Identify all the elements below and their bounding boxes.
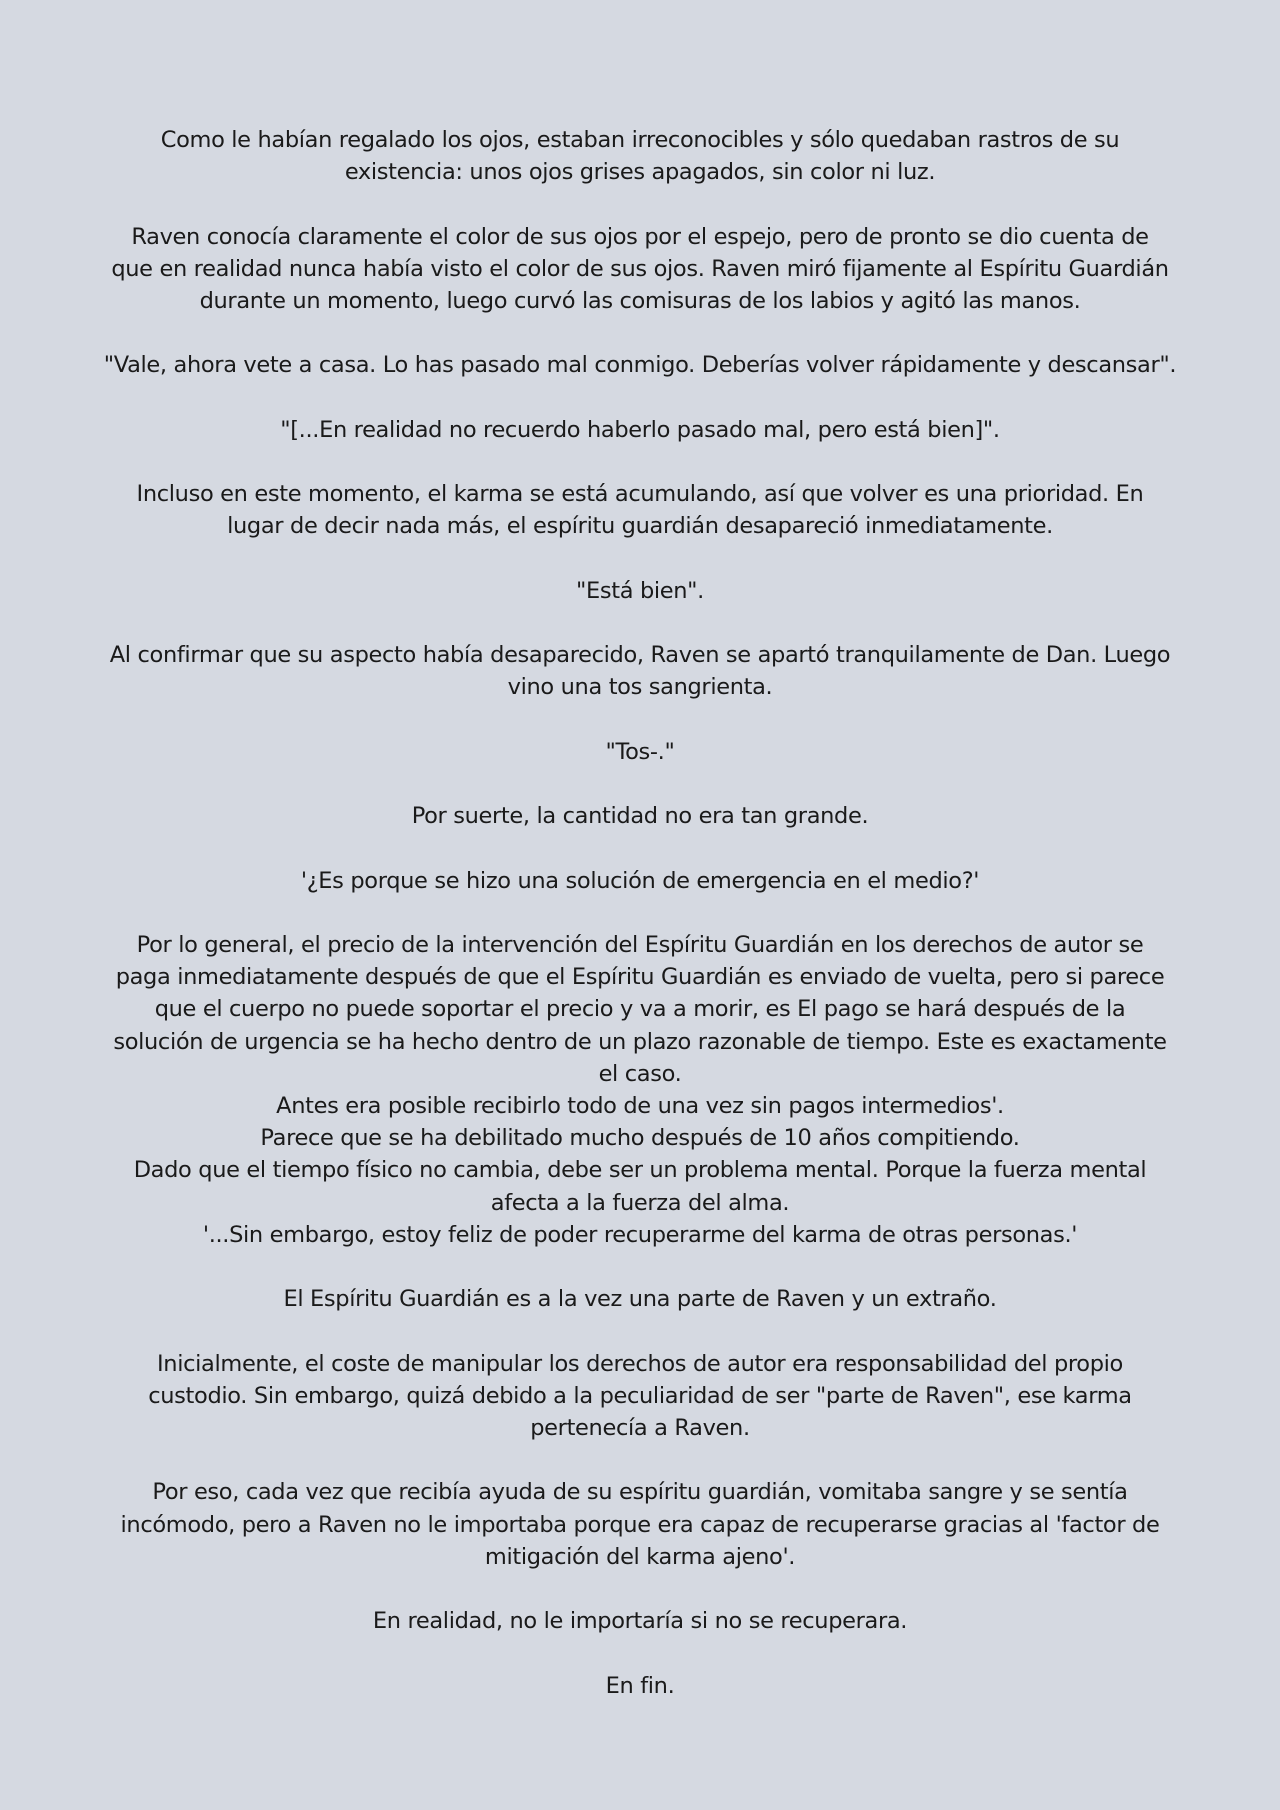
text-line: existencia: unos ojos grises apagados, sin color ni luz. — [344, 159, 936, 186]
text-line: Raven conocía claramente el color de sus ojos por el espejo, pero de pronto se dio cuenta de — [131, 223, 1149, 250]
paragraph-gap — [100, 1637, 1180, 1669]
text-line: '...Sin embargo, estoy feliz de poder recuperarme del karma de otras personas.' — [202, 1221, 1078, 1248]
text-line: Antes era posible recibirlo todo de una vez sin pagos intermedios'. — [276, 1092, 1004, 1119]
text-line: afecta a la fuerza del alma. — [490, 1189, 790, 1216]
text-line: '¿Es porque se hizo una solución de emergencia en el medio?' — [300, 867, 980, 894]
text-line: "Tos-." — [605, 738, 675, 765]
text-line: En fin. — [605, 1672, 675, 1699]
text-line: Inicialmente, el coste de manipular los derechos de autor era responsabilidad del propio — [157, 1350, 1123, 1377]
text-line: custodio. Sin embargo, quizá debido a la peculiaridad de ser "parte de Raven", ese karma — [148, 1382, 1132, 1409]
text-line: durante un momento, luego curvó las comisuras de los labios y agitó las manos. — [199, 288, 1081, 314]
text-line: Como le habían regalado los ojos, estaban irreconocibles y sólo quedaban rastros de su — [160, 127, 1120, 153]
paragraph-gap — [100, 317, 1180, 349]
paragraph-gap — [100, 1573, 1180, 1605]
text-line: el caso. — [598, 1060, 682, 1087]
paragraph-gap — [100, 188, 1180, 220]
text-line: solución de urgencia se ha hecho dentro de un plazo razonable de tiempo. Este es exactamente — [113, 1028, 1167, 1055]
text-line: Incluso en este momento, el karma se está acumulando, así que volver es una prioridad. En — [136, 481, 1144, 508]
text-line: pertenecía a Raven. — [530, 1414, 750, 1441]
paragraph-gap — [100, 832, 1180, 864]
text-line: "Vale, ahora vete a casa. Lo has pasado mal conmigo. Deberías volver rápidamente y descansar". — [103, 352, 1177, 379]
text-line: vino una tos sangrienta. — [507, 674, 773, 701]
text-line: Al confirmar que su aspecto había desaparecido, Raven se apartó tranquilamente de Dan. Luego — [109, 642, 1171, 669]
paragraph-gap — [100, 382, 1180, 414]
paragraph-gap — [100, 897, 1180, 929]
text-line: Dado que el tiempo físico no cambia, debe ser un problema mental. Porque la fuerza mental — [133, 1157, 1147, 1184]
text-line: lugar de decir nada más, el espíritu guardián desapareció inmediatamente. — [227, 513, 1053, 540]
text-line: "Está bien". — [576, 577, 704, 604]
text-line: El Espíritu Guardián es a la vez una parte de Raven y un extraño. — [283, 1286, 997, 1313]
paragraph-gap — [100, 1315, 1180, 1347]
paragraph-gap — [100, 768, 1180, 800]
paragraph-gap — [100, 543, 1180, 575]
text-line: Por suerte, la cantidad no era tan grande. — [411, 803, 869, 830]
text-line: Por eso, cada vez que recibía ayuda de su espíritu guardián, vomitaba sangre y se sentía — [152, 1479, 1128, 1506]
paragraph-gap — [100, 704, 1180, 736]
text-line: En realidad, no le importaría si no se recuperara. — [372, 1608, 908, 1635]
text-line: "[...En realidad no recuerdo haberlo pasado mal, pero está bien]". — [280, 416, 1000, 443]
text-line: mitigación del karma ajeno'. — [484, 1543, 796, 1570]
text-line: paga inmediatamente después de que el Espíritu Guardián es enviado de vuelta, pero si parece — [115, 964, 1165, 991]
text-line: Por lo general, el precio de la intervención del Espíritu Guardián en los derechos de autor se — [136, 931, 1144, 958]
paragraph-gap — [100, 607, 1180, 639]
document-text — [100, 124, 1180, 1702]
text-line: que en realidad nunca había visto el color de sus ojos. Raven miró fijamente al Espíritu Guardián — [111, 255, 1169, 282]
paragraph-gap — [100, 1251, 1180, 1283]
text-line: que el cuerpo no puede soportar el precio y va a morir, es El pago se hará después de la — [154, 996, 1126, 1023]
text-line: Parece que se ha debilitado mucho después de 10 años compitiendo. — [260, 1125, 1020, 1152]
paragraph-gap — [100, 1444, 1180, 1476]
text-line: incómodo, pero a Raven no le importaba porque era capaz de recuperarse gracias al 'factor de — [120, 1511, 1160, 1538]
paragraph-gap — [100, 446, 1180, 478]
